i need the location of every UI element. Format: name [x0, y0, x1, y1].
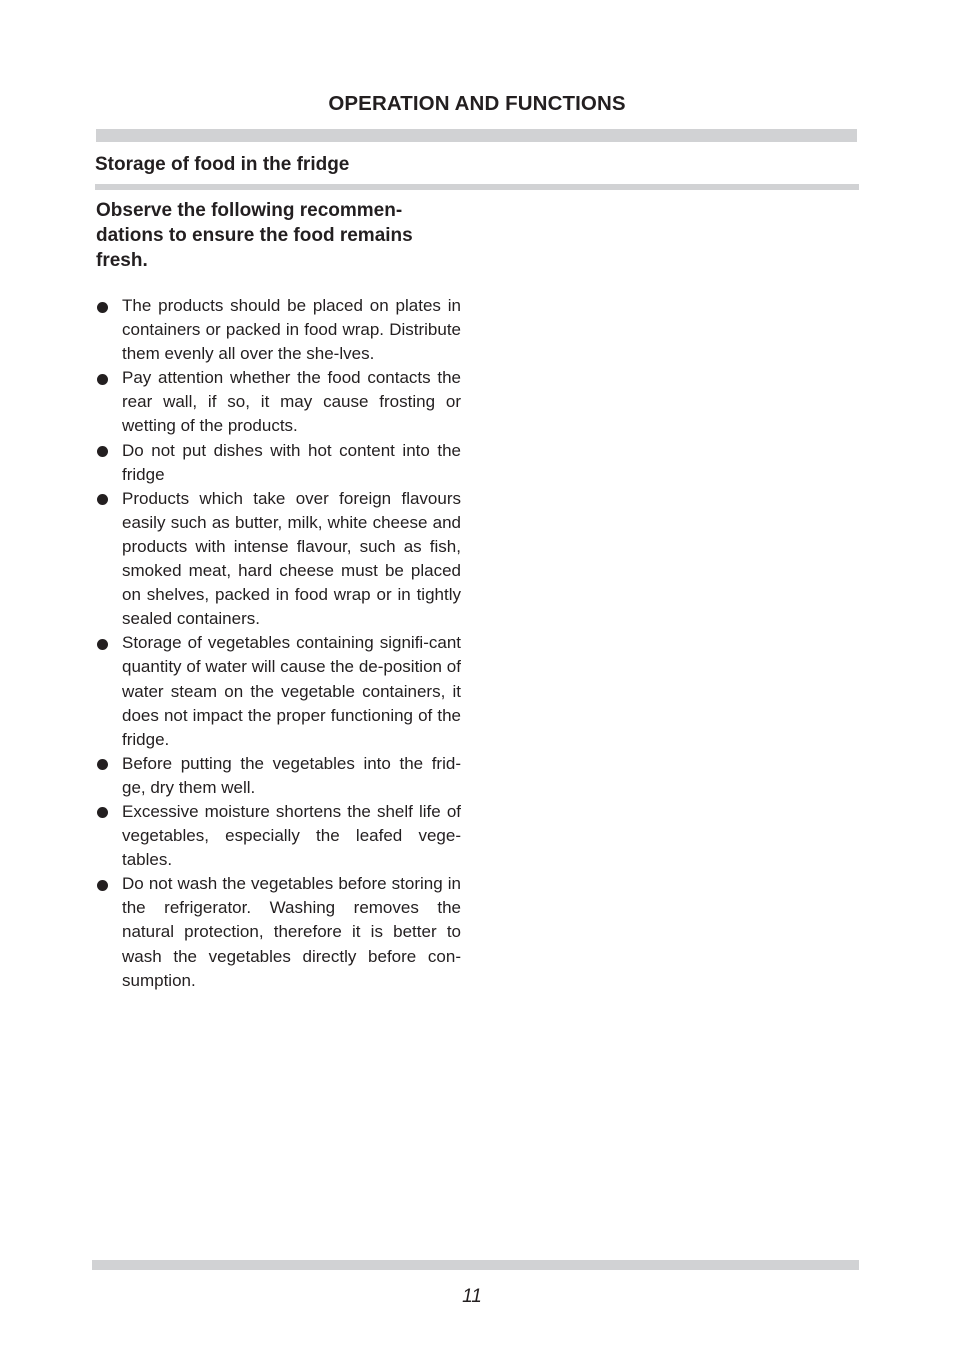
- header-divider: [96, 129, 857, 142]
- bullet-icon: [97, 880, 108, 891]
- list-item: [96, 366, 461, 438]
- list-item-text: Do not put dishes with hot content into the fridge: [122, 440, 461, 484]
- bullet-icon: [97, 807, 108, 818]
- bullet-icon: [97, 759, 108, 770]
- list-item-text: Products which take over foreign flavours easily such as butter, milk, white cheese and products with intense flavour, such as fish, smoked meat, hard cheese must be placed on shelves, packed in food wrap or in tightly sealed containers.: [122, 488, 461, 629]
- list-item: [96, 294, 461, 366]
- list-item: [96, 752, 461, 800]
- list-item-text: Pay attention whether the food contacts the rear wall, if so, it may cause frosting or wetting of the products.: [122, 368, 461, 436]
- page-number: 11: [462, 1286, 482, 1307]
- list-item-text: Before putting the vegetables into the frid-ge, dry them well.: [122, 753, 461, 797]
- list-item: [96, 439, 461, 487]
- list-item-text: Do not wash the vegetables before storing in the refrigerator. Washing removes the natural protection, therefore it is better to wash the vegetables directly before con-sumption.: [122, 874, 461, 990]
- page-title: OPERATION AND FUNCTIONS: [328, 92, 626, 115]
- list-item: [96, 487, 461, 632]
- bullet-icon: [97, 639, 108, 650]
- section-divider: [95, 184, 859, 190]
- list-item-text: The products should be placed on plates in containers or packed in food wrap. Distribute them evenly all over the she-lves.: [122, 296, 461, 364]
- recommendation-list: [96, 294, 461, 993]
- list-item-text: Excessive moisture shortens the shelf life of vegetables, especially the leafed vege-tables.: [122, 801, 461, 870]
- bullet-icon: [97, 446, 108, 457]
- bullet-icon: [97, 494, 108, 505]
- list-item: [96, 800, 461, 872]
- bullet-icon: [97, 302, 108, 313]
- section-title: Storage of food in the fridge: [95, 154, 350, 175]
- list-item: [96, 631, 461, 751]
- footer-divider: [92, 1260, 859, 1270]
- intro-text: Observe the following recommen-dations to ensure the food remains fresh.: [96, 200, 413, 271]
- bullet-icon: [97, 374, 108, 385]
- list-item-text: Storage of vegetables containing signifi-cant quantity of water will cause the de-position of water steam on the vegetable containers, it does not impact the proper functioning of the fridge.: [122, 633, 461, 749]
- list-item: [96, 872, 461, 992]
